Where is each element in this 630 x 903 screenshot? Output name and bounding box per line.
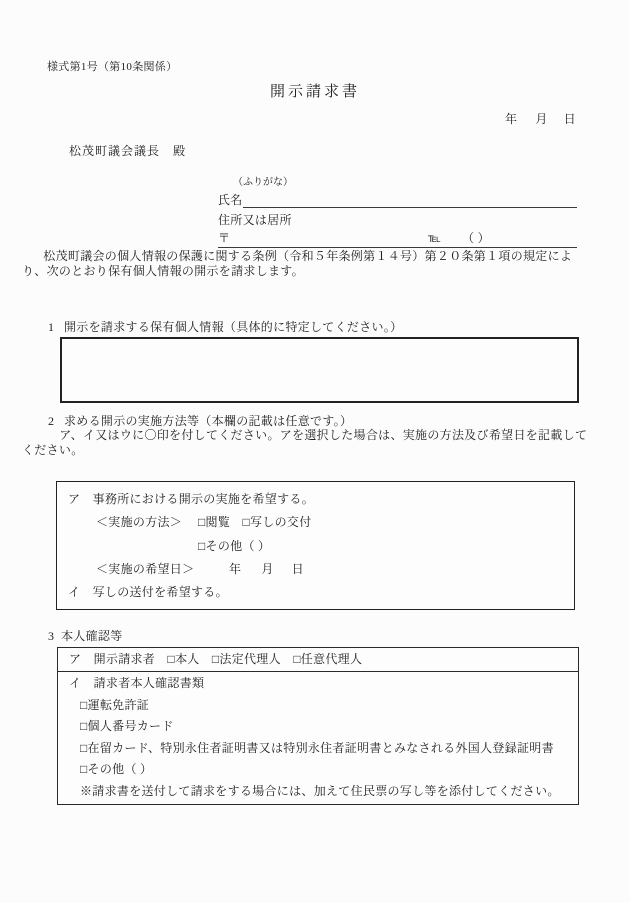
page-title: 開示請求書 [269, 84, 360, 100]
intro-line-2: り、次のとおり保有個人情報の開示を請求します。 [22, 263, 304, 278]
section2-instruction [22, 428, 592, 457]
identity-document-item: □運転免許証 [80, 697, 150, 712]
addressee: 松茂町議会議長 殿 [69, 144, 187, 158]
mailing-note: ※請求書を送付して請求をする場合には、加えて住民票の写し等を添付してください。 [80, 783, 560, 798]
section3-heading [48, 629, 123, 644]
desired-date-label: ＜実施の希望日＞ [96, 561, 195, 576]
postal-mark: 〒 [218, 231, 231, 245]
section2-instruction-line1: ア、イ又はウに〇印を付してください。アを選択した場合は、実施の方法及び希望日を記載して [47, 428, 588, 442]
section1-heading [48, 320, 402, 335]
postal-tel-row [218, 231, 577, 248]
desired-date-row [57, 558, 574, 581]
section3-heading-text: 本人確認等 [61, 629, 123, 643]
identity-document-item: □在留カード、特別永住者証明書又は特別永住者証明書とみなされる外国人登録証明書 [80, 740, 554, 755]
tel-label: ℡ [428, 231, 442, 245]
section1-number: 1 [48, 320, 55, 334]
section2-heading-text: 求める開示の実施方法等（本欄の記載は任意です。） [64, 414, 353, 428]
identity-documents-row [58, 672, 578, 804]
method-other: □その他（ ） [198, 538, 271, 553]
section2-number: 2 [48, 414, 55, 428]
date-line [505, 112, 576, 127]
identity-confirmation-table [57, 647, 579, 805]
tel-parens: （ ） [462, 231, 490, 245]
date-year-label: 年 [505, 112, 518, 126]
intro-line-1: 松茂町議会の個人情報の保護に関する条例（令和５年条例第１４号）第２０条第１項の規定によ [31, 249, 573, 263]
intro-paragraph [22, 249, 580, 278]
name-label: 氏名 [218, 193, 243, 207]
method-row [57, 511, 574, 534]
method-option-b: イ 写しの送付を希望する。 [68, 585, 228, 600]
desired-date-month-label: 月 [261, 561, 274, 576]
section2-heading [48, 414, 352, 429]
desired-date-year-label: 年 [229, 561, 242, 576]
furigana-label: （ふりがな） [233, 177, 293, 188]
section1-heading-text: 開示を請求する保有個人情報（具体的に特定してください。） [64, 320, 403, 334]
address-label: 住所又は居所 [218, 213, 292, 227]
disclosure-method-box [56, 481, 575, 610]
form-number: 様式第1号（第10条関係） [47, 61, 178, 73]
name-blank-line [243, 192, 577, 208]
date-month-label: 月 [535, 112, 548, 126]
desired-date-day-label: 日 [291, 561, 304, 576]
date-day-label: 日 [563, 112, 576, 126]
method-options: □閲覧 □写しの交付 [198, 515, 312, 530]
identity-document-item: □その他（ ） [80, 762, 153, 776]
method-label: ＜実施の方法＞ [96, 515, 183, 530]
name-field-row [218, 192, 577, 208]
requester-type-row: ア 開示請求者 □本人 □法定代理人 □任意代理人 [58, 648, 578, 672]
requested-information-box [60, 337, 579, 403]
section2-instruction-line2: ください。 [22, 442, 84, 457]
section3-number: 3 [48, 629, 55, 643]
identity-document-item: □個人番号カード [80, 719, 174, 733]
method-option-a: ア 事務所における開示の実施を希望する。 [68, 492, 315, 506]
identity-documents-heading: イ 請求者本人確認書類 [69, 676, 205, 690]
